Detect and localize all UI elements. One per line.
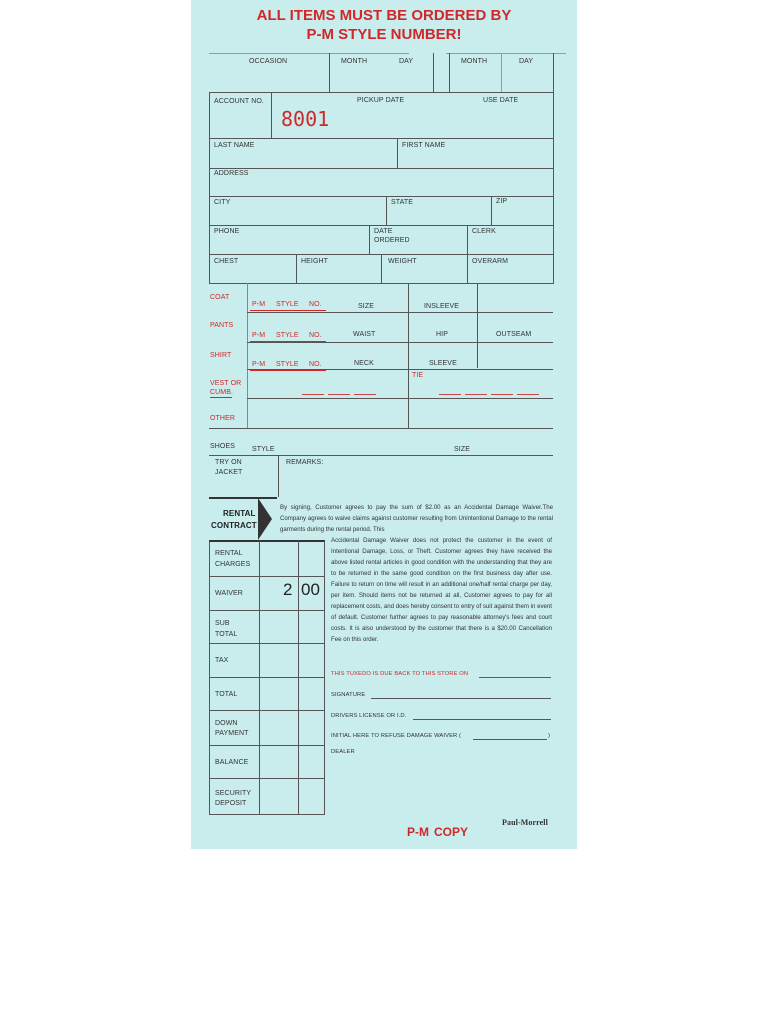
shirt-pm: P-M: [252, 361, 266, 368]
waiver-label: WAIVER: [215, 590, 243, 597]
balance-label: BALANCE: [215, 759, 249, 766]
subtotal-label-2: TOTAL: [215, 631, 238, 638]
month-label-2: MONTH: [461, 58, 488, 65]
coat-label: COAT: [210, 294, 230, 301]
signature-label: SIGNATURE: [331, 692, 366, 698]
day-label-1: DAY: [399, 58, 414, 65]
rental-charges-label-1: RENTAL: [215, 550, 243, 557]
first-name-label: FIRST NAME: [402, 142, 446, 149]
pants-label: PANTS: [210, 322, 234, 329]
rental-contract-title-2: CONTRACT: [211, 521, 257, 530]
hip-label: HIP: [436, 331, 448, 338]
vest-label-1: VEST OR: [210, 380, 242, 387]
subtotal-label-1: SUB: [215, 620, 230, 627]
refuse-waiver-label: INITIAL HERE TO REFUSE DAMAGE WAIVER (: [331, 733, 462, 739]
header-line-1: ALL ITEMS MUST BE ORDERED BY: [256, 7, 512, 24]
shirt-style: STYLE: [276, 361, 299, 368]
vest-label-2: CUMB.: [210, 389, 234, 396]
dealer-label: DEALER: [331, 749, 355, 755]
waist-label: WAIST: [353, 331, 376, 338]
account-no-value: 8001: [281, 107, 330, 131]
due-back-label: THIS TUXEDO IS DUE BACK TO THIS STORE ON: [331, 671, 469, 677]
phone-label: PHONE: [214, 228, 240, 235]
city-label: CITY: [214, 199, 231, 206]
security-deposit-label-2: DEPOSIT: [215, 800, 247, 807]
outseam-label: OUTSEAM: [496, 331, 532, 338]
month-label-1: MONTH: [341, 58, 368, 65]
down-payment-label-2: PAYMENT: [215, 730, 249, 737]
date-ordered-label-2: ORDERED: [374, 237, 410, 244]
state-label: STATE: [391, 199, 414, 206]
drivers-license-label: DRIVERS LICENSE OR I.D.: [331, 713, 407, 719]
last-name-label: LAST NAME: [214, 142, 255, 149]
header-line-2: P-M STYLE NUMBER!: [306, 26, 462, 43]
zip-label: ZIP: [496, 198, 508, 205]
contract-arrow-icon: [258, 498, 272, 540]
date-ordered-label-1: DATE: [374, 228, 393, 235]
waiver-dollars: 2: [283, 580, 293, 599]
refuse-waiver-close: ): [548, 733, 551, 739]
coat-pm: P-M: [252, 301, 266, 308]
shoes-label: SHOES: [210, 443, 236, 450]
rental-contract-title-1: RENTAL: [223, 509, 256, 518]
brand-logo: Paul-Morrell: [502, 818, 548, 827]
size-label: SIZE: [358, 303, 374, 310]
coat-no: NO.: [309, 301, 322, 308]
day-label-2: DAY: [519, 58, 534, 65]
pickup-date-label: PICKUP DATE: [357, 97, 405, 104]
rental-charges-label-2: CHARGES: [215, 561, 251, 568]
neck-label: NECK: [354, 360, 374, 367]
pants-pm: P-M: [252, 332, 266, 339]
copy-label-pm: P-M: [407, 825, 429, 839]
overarm-label: OVERARM: [472, 258, 509, 265]
coat-style: STYLE: [276, 301, 299, 308]
insleeve-label: INSLEEVE: [424, 303, 460, 310]
try-on-label: TRY ON: [215, 459, 242, 466]
account-no-label: ACCOUNT NO.: [214, 98, 264, 105]
sleeve-label: SLEEVE: [429, 360, 457, 367]
shoes-size-label: SIZE: [454, 446, 470, 453]
legal-body: Accidental Damage Waiver does not protect the customer in the event of Intentional Damage, Loss, or Theft. Customer agrees they have received the above listed rental articles in good condition with the understanding that they are to be returned in the same good condition on the first business day after use. Failure to return on time will result in an additional one/half rental charge per day, per item. Should items not be returned at all, Customer agrees to pay for all replacement costs, and does hereby consent to entry of suit against them in event of default. Customer further agrees to pay reasonable attorney's fees and court costs. It is also understood by the customer that there is a $20.00 Cancellation Fee on this order.: [331, 537, 552, 644]
use-date-label: USE DATE: [483, 97, 519, 104]
occasion-label: OCCASION: [249, 58, 288, 65]
rental-form: [191, 0, 577, 849]
tie-label: TIE: [412, 372, 424, 379]
shirt-label: SHIRT: [210, 352, 232, 359]
waiver-cents: 00: [301, 580, 320, 599]
pants-style: STYLE: [276, 332, 299, 339]
weight-label: WEIGHT: [388, 258, 417, 265]
security-deposit-label-1: SECURITY: [215, 790, 252, 797]
address-label: ADDRESS: [214, 170, 249, 177]
remarks-label: REMARKS:: [286, 459, 324, 466]
shoes-style-label: STYLE: [252, 446, 275, 453]
tax-label: TAX: [215, 657, 229, 664]
pants-no: NO.: [309, 332, 322, 339]
other-label: OTHER: [210, 415, 235, 422]
copy-label-word: COPY: [434, 825, 469, 839]
legal-intro: By signing, Customer agrees to pay the sum of $2.00 as an Accidental Damage Waiver.The Company agrees to waive claims against customer resulting from Unintentional Damage to the rental garments during the rental period. This: [280, 504, 553, 534]
shirt-no: NO.: [309, 361, 322, 368]
clerk-label: CLERK: [472, 228, 496, 235]
down-payment-label-1: DOWN: [215, 720, 238, 727]
chest-label: CHEST: [214, 258, 239, 265]
jacket-label: JACKET: [215, 469, 243, 476]
height-label: HEIGHT: [301, 258, 329, 265]
total-label: TOTAL: [215, 691, 238, 698]
